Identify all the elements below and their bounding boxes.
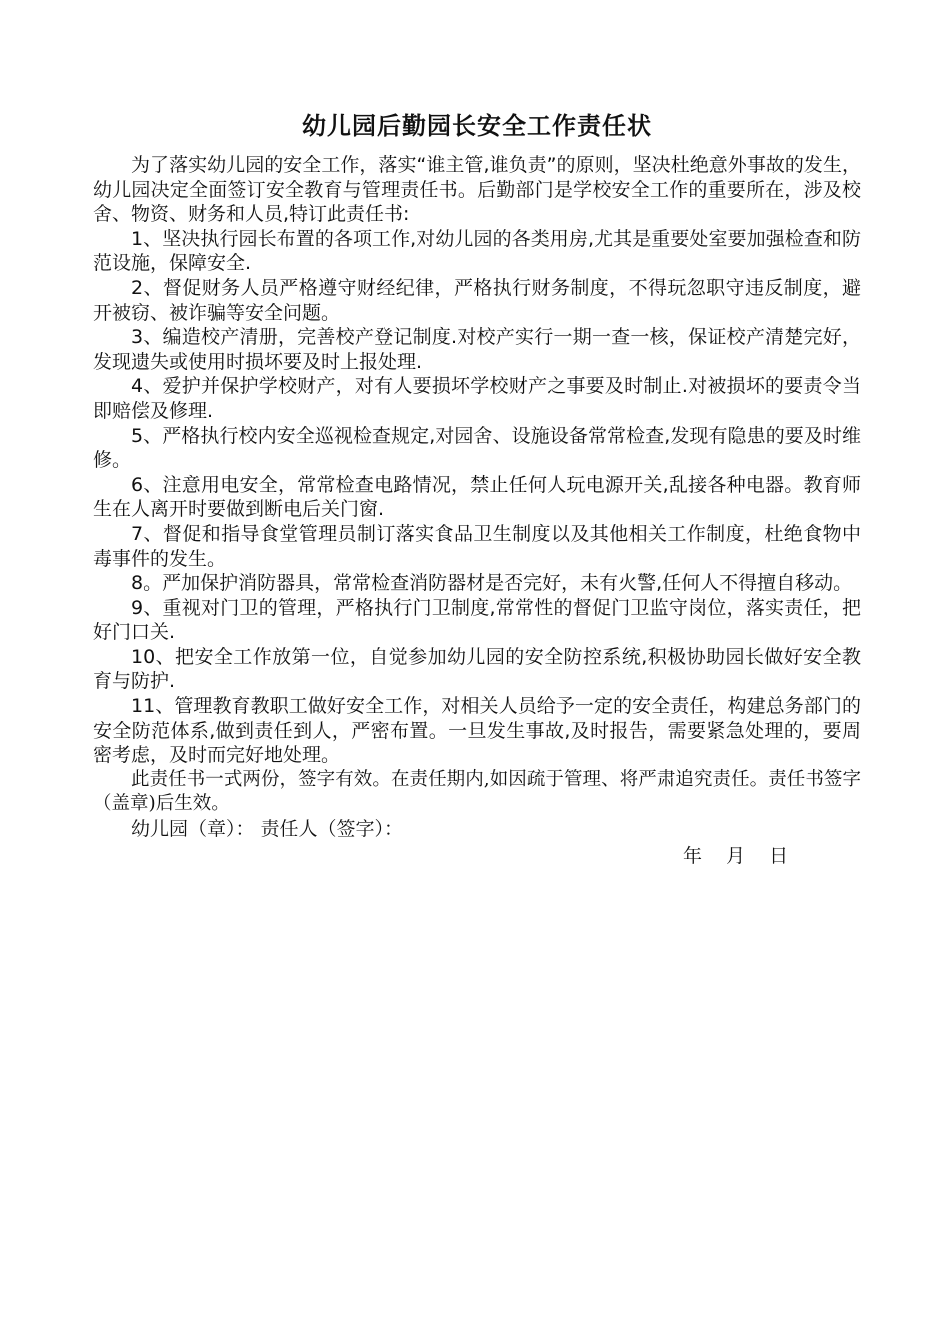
document-page xyxy=(93,100,861,868)
date-day: 日 xyxy=(769,844,789,867)
clause-6: 6、注意用电安全，常常检查电路情况，禁止任何人玩电源开关,乱接各种电器。教育师生在人离开时要做到断电后关门窗. xyxy=(93,473,861,521)
clause-4: 4、爱护并保护学校财产，对有人要损坏学校财产之事要及时制止.对被损坏的要责令当即赔偿及修理. xyxy=(93,375,861,422)
closing-paragraph: 此责任书一式两份，签字有效。在责任期内,如因疏于管理、将严肃追究责任。责任书签字（盖章)后生效。 xyxy=(93,768,861,815)
date-year: 年 xyxy=(683,844,703,867)
date-month: 月 xyxy=(726,844,746,867)
clause-9: 9、重视对门卫的管理，严格执行门卫制度,常常性的督促门卫监守岗位，落实责任，把好门口关. xyxy=(93,596,861,644)
clause-1: 1、坚决执行园长布置的各项工作,对幼儿园的各类用房,尤其是重要处室要加强检查和防范设施，保障安全. xyxy=(93,227,861,275)
clause-7: 7、督促和指导食堂管理员制订落实食品卫生制度以及其他相关工作制度，杜绝食物中毒事件的发生。 xyxy=(93,522,861,570)
clause-5: 5、严格执行校内安全巡视检查规定,对园舍、设施设备常常检查,发现有隐患的要及时维修。 xyxy=(93,424,861,472)
date-line xyxy=(93,844,861,869)
intro-paragraph: 为了落实幼儿园的安全工作，落实“谁主管,谁负责”的原则，坚决杜绝意外事故的发生，幼儿园决定全面签订安全教育与管理责任书。后勤部门是学校安全工作的重要所在，涉及校舍、物资、财务和人员,特订此责任书: xyxy=(93,154,861,226)
clause-10: 10、把安全工作放第一位，自觉参加幼儿园的安全防控系统,积极协助园长做好安全教育与防护. xyxy=(93,645,861,693)
signature-line: 幼儿园（章）： 责任人（签字）： xyxy=(131,818,404,841)
clause-11: 11、管理教育教职工做好安全工作，对相关人员给予一定的安全责任，构建总务部门的安全防范体系,做到责任到人，严密布置。一旦发生事故,及时报告，需要紧急处理的，要周密考虑，及时而完好地处理。 xyxy=(93,695,861,767)
document-title: 幼儿园后勤园长安全工作责任状 xyxy=(302,112,652,140)
clause-3: 3、编造校产清册，完善校产登记制度.对校产实行一期一查一核，保证校产清楚完好，发现遗失或使用时损坏要及时上报处理. xyxy=(93,326,861,373)
clause-2: 2、督促财务人员严格遵守财经纪律，严格执行财务制度，不得玩忽职守违反制度，避开被窃、被诈骗等安全问题。 xyxy=(93,276,861,324)
clause-8: 8。严加保护消防器具，常常检查消防器材是否完好，未有火警,任何人不得擅自移动。 xyxy=(131,572,853,595)
